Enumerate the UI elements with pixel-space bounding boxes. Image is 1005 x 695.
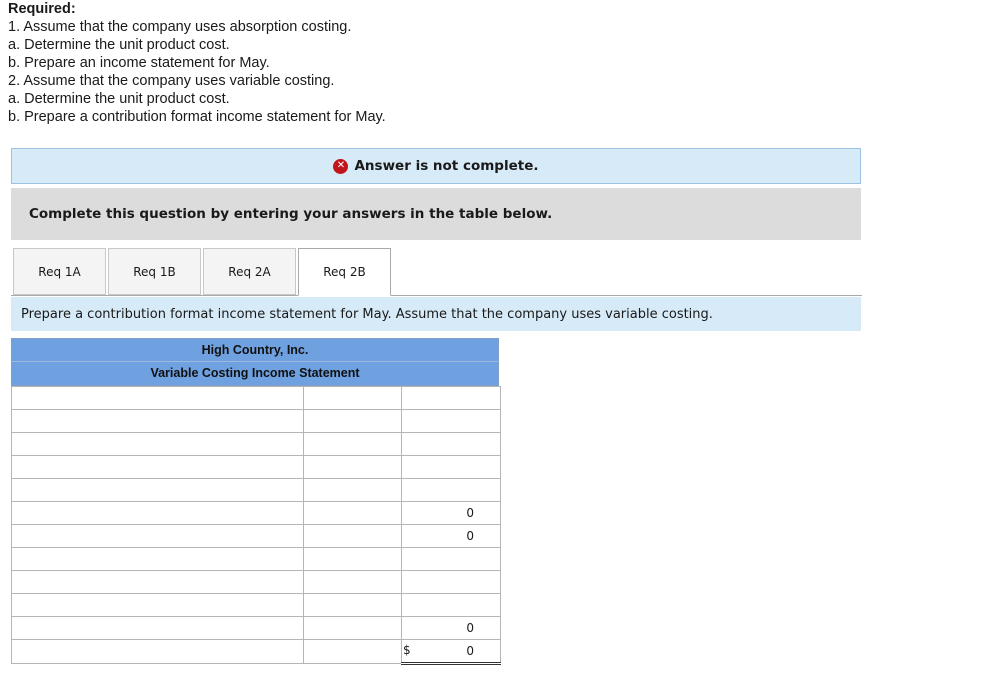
statement-row: [12, 456, 501, 479]
total-value: 0: [466, 506, 474, 520]
currency-symbol: $: [403, 643, 411, 657]
amount-input[interactable]: [304, 479, 402, 502]
statement-title: Variable Costing Income Statement: [150, 366, 360, 380]
tabs-divider: [11, 295, 862, 296]
answer-status-text: Answer is not complete.: [354, 158, 539, 174]
statement-row: [12, 594, 501, 617]
required-line: 1. Assume that the company uses absorption costing.: [8, 19, 352, 35]
total-cell[interactable]: [402, 456, 501, 479]
instruction-text: Complete this question by entering your answers in the table below.: [29, 206, 553, 222]
answer-status-banner: [11, 148, 861, 184]
row-label-input[interactable]: [12, 548, 304, 571]
total-cell[interactable]: [402, 548, 501, 571]
statement-row: [12, 640, 501, 664]
company-name: High Country, Inc.: [12, 339, 498, 362]
statement-row: [12, 502, 501, 525]
question-prompt: [11, 297, 861, 331]
statement-table: [11, 386, 501, 665]
total-value: 0: [466, 644, 474, 658]
row-label-input[interactable]: [12, 594, 304, 617]
total-cell[interactable]: [402, 594, 501, 617]
total-cell[interactable]: [402, 617, 501, 640]
total-cell[interactable]: [402, 410, 501, 433]
amount-input[interactable]: [304, 525, 402, 548]
income-statement: [11, 338, 499, 665]
amount-input[interactable]: [304, 617, 402, 640]
total-cell[interactable]: [402, 479, 501, 502]
required-heading: Required:: [8, 1, 76, 17]
row-label-input[interactable]: [12, 502, 304, 525]
statement-row: [12, 571, 501, 594]
required-line: a. Determine the unit product cost.: [8, 91, 230, 107]
amount-input[interactable]: [304, 502, 402, 525]
required-line: 2. Assume that the company uses variable costing.: [8, 73, 335, 89]
row-label-input[interactable]: [12, 617, 304, 640]
row-label-input[interactable]: [12, 479, 304, 502]
total-value: 0: [466, 529, 474, 543]
statement-row: [12, 410, 501, 433]
row-label-input[interactable]: [12, 525, 304, 548]
row-label-input[interactable]: [12, 387, 304, 410]
required-line: b. Prepare a contribution format income statement for May.: [8, 109, 386, 125]
amount-input[interactable]: [304, 640, 402, 664]
row-label-input[interactable]: [12, 410, 304, 433]
row-label-input[interactable]: [12, 571, 304, 594]
total-cell[interactable]: [402, 433, 501, 456]
total-cell[interactable]: [402, 525, 501, 548]
amount-input[interactable]: [304, 548, 402, 571]
amount-input[interactable]: [304, 594, 402, 617]
total-cell[interactable]: [402, 387, 501, 410]
required-line: a. Determine the unit product cost.: [8, 37, 230, 53]
tab-req-2b[interactable]: Req 2B: [298, 248, 391, 296]
instruction-box: [11, 188, 861, 240]
statement-row: [12, 479, 501, 502]
statement-row: [12, 548, 501, 571]
row-label-input[interactable]: [12, 433, 304, 456]
required-section: [8, 0, 386, 126]
requirement-tabs: [11, 248, 862, 296]
statement-row: [12, 617, 501, 640]
total-cell[interactable]: [402, 502, 501, 525]
tab-req-1b[interactable]: Req 1B: [108, 248, 201, 295]
required-line: b. Prepare an income statement for May.: [8, 55, 270, 71]
tab-req-1a[interactable]: Req 1A: [13, 248, 106, 295]
statement-header: [11, 338, 499, 386]
error-x-icon: ✕: [333, 159, 348, 174]
amount-input[interactable]: [304, 433, 402, 456]
total-cell[interactable]: [402, 640, 501, 664]
amount-input[interactable]: [304, 456, 402, 479]
tab-req-2a[interactable]: Req 2A: [203, 248, 296, 295]
prompt-text: Prepare a contribution format income statement for May. Assume that the company uses variable costing.: [21, 306, 713, 322]
statement-row: [12, 387, 501, 410]
statement-row: [12, 433, 501, 456]
row-label-input[interactable]: [12, 640, 304, 664]
total-cell[interactable]: [402, 571, 501, 594]
amount-input[interactable]: [304, 387, 402, 410]
statement-row: [12, 525, 501, 548]
amount-input[interactable]: [304, 571, 402, 594]
row-label-input[interactable]: [12, 456, 304, 479]
total-value: 0: [466, 621, 474, 635]
amount-input[interactable]: [304, 410, 402, 433]
